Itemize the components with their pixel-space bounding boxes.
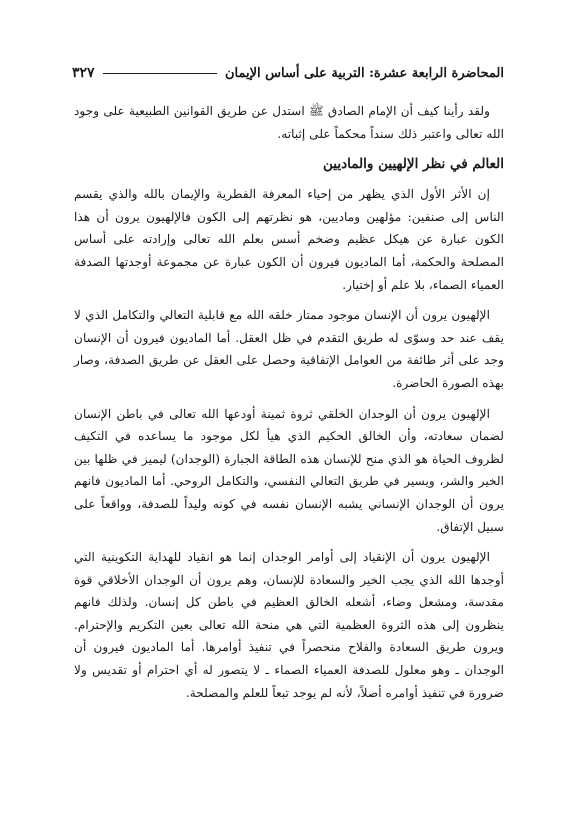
header-rule — [103, 73, 217, 74]
page-body — [74, 100, 504, 712]
paragraph-4: الإلهيون يرون أن الإنقياد إلى أوامر الوجدان إنما هو انقياد للهداية التكوينية التي أوجدها الله الذي يجب الخير والسعادة للإنسان، وهم يرون أن الوجدان الأخلاقي قوة مقدسة، ومشعل وضاء، أشعله الخالق العظيم في باطن كل إنسان. ولذلك فانهم ينظرون إلى هذه الثروة العظمية التي هي منحة الله تعالى بعين التكريم والإحترام. ويرون طريق السعادة والفلاح منحصراً في تنفيذ أوامرها. أما الماديون فيرون أن الوجدان ـ وهو معلول للصدفة العمياء الصماء ـ لا يتصور له أي احترام أو تقديس ولا ضرورة في تنفيذ أوامره أصلاً، لأنه لم يوجد تبعاً للعلم والمصلحة. — [74, 550, 504, 700]
intro-paragraph: ولقد رأينا كيف أن الإمام الصادق ﷺ استدل عن طريق القوانين الطبيعية على وجود الله تعالى واعتبر ذلك سنداً محكماً على إثباته. — [74, 104, 504, 141]
paragraph-3: الإلهيون يرون أن الوجدان الخلقي ثروة ثمينة أودعها الله تعالى في باطن الإنسان لضمان سعادته، وأن الخالق الحكيم الذي هيأ لكل موجود ما يساعده في التكيف لظروف الحياة هو الذي منح للإنسان هذه الطاقة الجبارة (الوجدان) ليميز في ظلها بين الخير والشر، ويسير في طريق التعالي النفسي، والتكامل الروحي. أما الماديون فانهم يرون أن الوجدان الإنساني يشبه الإنسان نفسه في كونه وليداً للصدفة، وواقعاً على سبيل الإتفاق. — [74, 406, 504, 534]
paragraph-2: الإلهيون يرون أن الإنسان موجود ممتاز خلقه الله مع قابلية التعالي والتكامل الذي لا يقف عند حد وسوّى له طريق التقدم في ظل العقل. أما الماديون فيرون أن الإنسان وجد على أثر طائفة من العوامل الإتفاقية وحصل على العقل عن طريق الصدفة، وصار بهذه الصورة الحاضرة. — [74, 308, 504, 390]
running-header — [72, 62, 504, 84]
page-number: ٣٢٧ — [72, 65, 95, 81]
running-title: المحاضرة الرابعة عشرة: التربية على أساس الإيمان — [224, 65, 504, 81]
section-heading: العالم في نظر الإلهيين والماديين — [322, 156, 504, 173]
paragraph-1: إن الأثر الأول الذي يظهر من إحياء المعرفة الفطرية والإيمان بالله والذي يقسم الناس إلى صنفين: مؤلهين وماديين، هو نظرتهم إلى الكون فالإلهيون يرون أن هذا الكون عبارة عن هيكل عظيم وضخم أسس بعلم الله تعالى وإرادته على أساس المصلحة والحكمة، أما الماديون فيرون أن الكون عبارة عن مجموعة أوجدتها الصدفة العمياء الصماء، بلا علم أو إختيار. — [74, 187, 504, 292]
